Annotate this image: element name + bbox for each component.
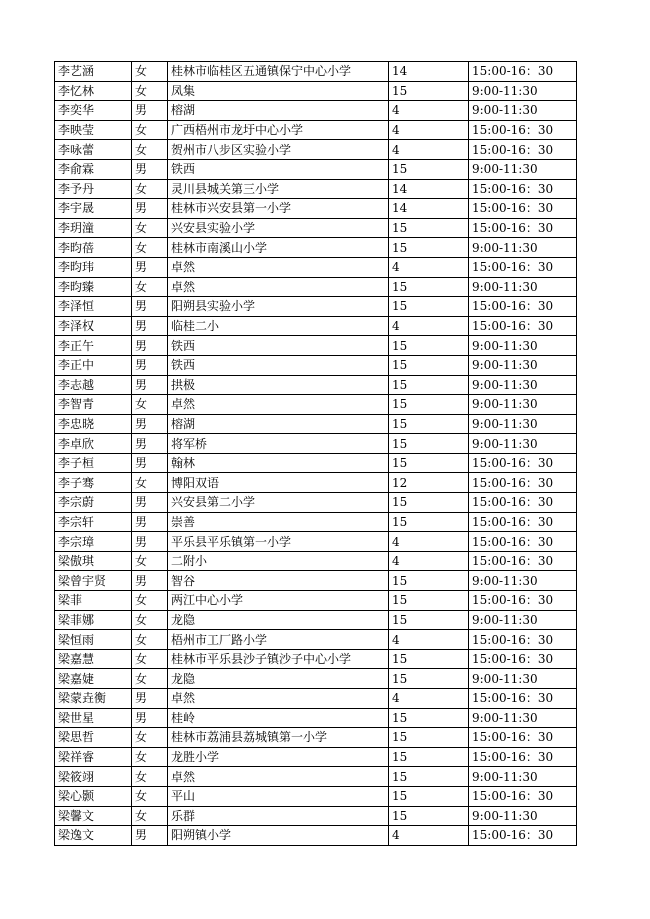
number-cell: 15 [389,218,469,238]
number-cell: 15 [389,238,469,258]
school-cell: 铁西 [168,159,389,179]
number-cell: 15 [389,277,469,297]
student-name-cell: 李宗璋 [55,532,132,552]
time-slot-cell: 9:00-11:30 [469,375,577,395]
school-cell: 卓然 [168,257,389,277]
time-slot-cell: 15:00-16：30 [469,140,577,160]
table-row [55,81,577,101]
student-name-cell: 梁思哲 [55,728,132,748]
student-name-cell: 李智青 [55,395,132,415]
table-row [55,199,577,219]
time-slot-cell: 9:00-11:30 [469,355,577,375]
number-cell: 4 [389,120,469,140]
student-name-cell: 李宗轩 [55,512,132,532]
school-cell: 榕湖 [168,414,389,434]
school-cell: 平山 [168,786,389,806]
gender-cell: 男 [132,708,168,728]
school-cell: 龙隐 [168,669,389,689]
student-name-cell: 梁嘉婕 [55,669,132,689]
number-cell: 15 [389,669,469,689]
number-cell: 4 [389,140,469,160]
number-cell: 15 [389,767,469,787]
number-cell: 15 [389,728,469,748]
gender-cell: 男 [132,493,168,513]
table-row [55,571,577,591]
number-cell: 15 [389,649,469,669]
gender-cell: 女 [132,747,168,767]
student-name-cell: 李泽恒 [55,297,132,317]
school-cell: 梧州市工厂路小学 [168,630,389,650]
student-name-cell: 梁菲娜 [55,610,132,630]
school-cell: 桂林市南溪山小学 [168,238,389,258]
school-cell: 铁西 [168,355,389,375]
student-roster-table [54,61,577,846]
student-name-cell: 李予丹 [55,179,132,199]
number-cell: 4 [389,630,469,650]
school-cell: 临桂二小 [168,316,389,336]
table-row [55,532,577,552]
number-cell: 4 [389,316,469,336]
table-row [55,434,577,454]
school-cell: 榕湖 [168,101,389,121]
school-cell: 桂林市平乐县沙子镇沙子中心小学 [168,649,389,669]
student-name-cell: 李昀蓓 [55,238,132,258]
gender-cell: 女 [132,395,168,415]
number-cell: 15 [389,297,469,317]
student-name-cell: 李子桓 [55,453,132,473]
school-cell: 卓然 [168,277,389,297]
table-row [55,591,577,611]
table-row [55,747,577,767]
gender-cell: 女 [132,277,168,297]
student-name-cell: 李玥潼 [55,218,132,238]
number-cell: 14 [389,179,469,199]
number-cell: 15 [389,610,469,630]
time-slot-cell: 15:00-16：30 [469,532,577,552]
gender-cell: 男 [132,316,168,336]
time-slot-cell: 9:00-11:30 [469,414,577,434]
time-slot-cell: 9:00-11:30 [469,159,577,179]
time-slot-cell: 9:00-11:30 [469,669,577,689]
gender-cell: 男 [132,355,168,375]
school-cell: 广西梧州市龙圩中心小学 [168,120,389,140]
gender-cell: 女 [132,473,168,493]
time-slot-cell: 9:00-11:30 [469,277,577,297]
student-name-cell: 李子骞 [55,473,132,493]
number-cell: 15 [389,571,469,591]
school-cell: 翰林 [168,453,389,473]
table-row [55,218,577,238]
student-name-cell: 李卓欣 [55,434,132,454]
table-row [55,610,577,630]
gender-cell: 女 [132,669,168,689]
time-slot-cell: 9:00-11:30 [469,708,577,728]
gender-cell: 女 [132,140,168,160]
number-cell: 15 [389,591,469,611]
gender-cell: 男 [132,532,168,552]
time-slot-cell: 15:00-16：30 [469,257,577,277]
student-name-cell: 李宇晟 [55,199,132,219]
table-row [55,669,577,689]
time-slot-cell: 15:00-16：30 [469,218,577,238]
time-slot-cell: 9:00-11:30 [469,238,577,258]
table-row [55,473,577,493]
number-cell: 15 [389,355,469,375]
student-name-cell: 梁馨文 [55,806,132,826]
roster-body [55,62,577,846]
gender-cell: 男 [132,689,168,709]
school-cell: 两江中心小学 [168,591,389,611]
school-cell: 智谷 [168,571,389,591]
time-slot-cell: 15:00-16：30 [469,630,577,650]
school-cell: 卓然 [168,767,389,787]
gender-cell: 男 [132,826,168,846]
number-cell: 4 [389,532,469,552]
gender-cell: 男 [132,297,168,317]
school-cell: 桂岭 [168,708,389,728]
table-row [55,395,577,415]
number-cell: 4 [389,551,469,571]
table-row [55,297,577,317]
time-slot-cell: 15:00-16：30 [469,199,577,219]
number-cell: 15 [389,434,469,454]
time-slot-cell: 15:00-16：30 [469,689,577,709]
time-slot-cell: 15:00-16：30 [469,591,577,611]
table-row [55,62,577,82]
gender-cell: 女 [132,81,168,101]
gender-cell: 男 [132,159,168,179]
table-row [55,767,577,787]
student-name-cell: 梁世星 [55,708,132,728]
number-cell: 15 [389,786,469,806]
number-cell: 14 [389,62,469,82]
table-row [55,355,577,375]
school-cell: 兴安县实验小学 [168,218,389,238]
time-slot-cell: 9:00-11:30 [469,767,577,787]
time-slot-cell: 15:00-16：30 [469,551,577,571]
table-row [55,101,577,121]
table-row [55,277,577,297]
gender-cell: 男 [132,101,168,121]
gender-cell: 男 [132,512,168,532]
number-cell: 15 [389,336,469,356]
student-name-cell: 梁逸文 [55,826,132,846]
gender-cell: 女 [132,238,168,258]
gender-cell: 女 [132,610,168,630]
number-cell: 15 [389,747,469,767]
school-cell: 博阳双语 [168,473,389,493]
student-name-cell: 梁傲琪 [55,551,132,571]
time-slot-cell: 9:00-11:30 [469,806,577,826]
school-cell: 兴安县第二小学 [168,493,389,513]
table-row [55,708,577,728]
table-row [55,630,577,650]
school-cell: 将军桥 [168,434,389,454]
school-cell: 桂林市临桂区五通镇保宁中心小学 [168,62,389,82]
table-row [55,414,577,434]
time-slot-cell: 9:00-11:30 [469,336,577,356]
table-row [55,375,577,395]
gender-cell: 男 [132,434,168,454]
time-slot-cell: 15:00-16：30 [469,473,577,493]
table-row [55,728,577,748]
time-slot-cell: 15:00-16：30 [469,786,577,806]
student-name-cell: 李宗蔚 [55,493,132,513]
student-name-cell: 李奕华 [55,101,132,121]
table-row [55,512,577,532]
school-cell: 拱极 [168,375,389,395]
table-row [55,826,577,846]
school-cell: 龙胜小学 [168,747,389,767]
student-name-cell: 梁蒙垚衡 [55,689,132,709]
time-slot-cell: 15:00-16：30 [469,826,577,846]
time-slot-cell: 9:00-11:30 [469,610,577,630]
number-cell: 4 [389,826,469,846]
gender-cell: 男 [132,453,168,473]
time-slot-cell: 15:00-16：30 [469,62,577,82]
time-slot-cell: 9:00-11:30 [469,101,577,121]
time-slot-cell: 15:00-16：30 [469,453,577,473]
number-cell: 15 [389,512,469,532]
table-row [55,786,577,806]
table-row [55,120,577,140]
number-cell: 15 [389,395,469,415]
gender-cell: 女 [132,786,168,806]
table-row [55,179,577,199]
number-cell: 15 [389,493,469,513]
time-slot-cell: 15:00-16：30 [469,179,577,199]
gender-cell: 女 [132,630,168,650]
number-cell: 15 [389,453,469,473]
table-row [55,453,577,473]
gender-cell: 女 [132,179,168,199]
school-cell: 二附小 [168,551,389,571]
time-slot-cell: 15:00-16：30 [469,649,577,669]
student-name-cell: 梁菲 [55,591,132,611]
time-slot-cell: 9:00-11:30 [469,434,577,454]
time-slot-cell: 9:00-11:30 [469,571,577,591]
table-row [55,493,577,513]
school-cell: 卓然 [168,395,389,415]
student-name-cell: 梁筱翊 [55,767,132,787]
table-row [55,551,577,571]
student-name-cell: 梁祥睿 [55,747,132,767]
school-cell: 乐群 [168,806,389,826]
student-name-cell: 李忠晓 [55,414,132,434]
gender-cell: 女 [132,62,168,82]
gender-cell: 女 [132,591,168,611]
time-slot-cell: 15:00-16：30 [469,297,577,317]
table-row [55,336,577,356]
school-cell: 龙隐 [168,610,389,630]
gender-cell: 男 [132,414,168,434]
school-cell: 桂林市荔浦县荔城镇第一小学 [168,728,389,748]
table-row [55,238,577,258]
gender-cell: 女 [132,218,168,238]
time-slot-cell: 15:00-16：30 [469,316,577,336]
school-cell: 桂林市兴安县第一小学 [168,199,389,219]
gender-cell: 女 [132,767,168,787]
table-row [55,140,577,160]
gender-cell: 男 [132,375,168,395]
school-cell: 灵川县城关第三小学 [168,179,389,199]
number-cell: 12 [389,473,469,493]
table-row [55,316,577,336]
student-name-cell: 李昀玮 [55,257,132,277]
student-name-cell: 李俞霖 [55,159,132,179]
student-name-cell: 李泽权 [55,316,132,336]
student-name-cell: 李忆林 [55,81,132,101]
table-row [55,806,577,826]
number-cell: 15 [389,375,469,395]
student-name-cell: 梁嘉慧 [55,649,132,669]
school-cell: 铁西 [168,336,389,356]
time-slot-cell: 15:00-16：30 [469,747,577,767]
gender-cell: 女 [132,728,168,748]
number-cell: 4 [389,689,469,709]
school-cell: 凤集 [168,81,389,101]
student-name-cell: 梁心颢 [55,786,132,806]
school-cell: 崇善 [168,512,389,532]
number-cell: 4 [389,257,469,277]
gender-cell: 男 [132,571,168,591]
school-cell: 贺州市八步区实验小学 [168,140,389,160]
table-row [55,649,577,669]
number-cell: 15 [389,806,469,826]
gender-cell: 女 [132,649,168,669]
student-name-cell: 李映莹 [55,120,132,140]
school-cell: 阳朔镇小学 [168,826,389,846]
number-cell: 15 [389,159,469,179]
time-slot-cell: 15:00-16：30 [469,493,577,513]
number-cell: 15 [389,708,469,728]
student-name-cell: 李咏蕾 [55,140,132,160]
student-name-cell: 李昀臻 [55,277,132,297]
student-name-cell: 李志越 [55,375,132,395]
student-name-cell: 梁曾宇贤 [55,571,132,591]
student-name-cell: 梁恒雨 [55,630,132,650]
time-slot-cell: 15:00-16：30 [469,512,577,532]
school-cell: 阳朔县实验小学 [168,297,389,317]
number-cell: 15 [389,81,469,101]
table-row [55,257,577,277]
time-slot-cell: 9:00-11:30 [469,81,577,101]
time-slot-cell: 15:00-16：30 [469,120,577,140]
gender-cell: 女 [132,120,168,140]
time-slot-cell: 15:00-16：30 [469,728,577,748]
gender-cell: 女 [132,806,168,826]
table-row [55,159,577,179]
gender-cell: 男 [132,257,168,277]
student-name-cell: 李正中 [55,355,132,375]
number-cell: 4 [389,101,469,121]
student-name-cell: 李艺涵 [55,62,132,82]
number-cell: 15 [389,414,469,434]
gender-cell: 男 [132,336,168,356]
student-name-cell: 李正午 [55,336,132,356]
gender-cell: 男 [132,199,168,219]
number-cell: 14 [389,199,469,219]
table-row [55,689,577,709]
time-slot-cell: 9:00-11:30 [469,395,577,415]
school-cell: 卓然 [168,689,389,709]
gender-cell: 女 [132,551,168,571]
school-cell: 平乐县平乐镇第一小学 [168,532,389,552]
